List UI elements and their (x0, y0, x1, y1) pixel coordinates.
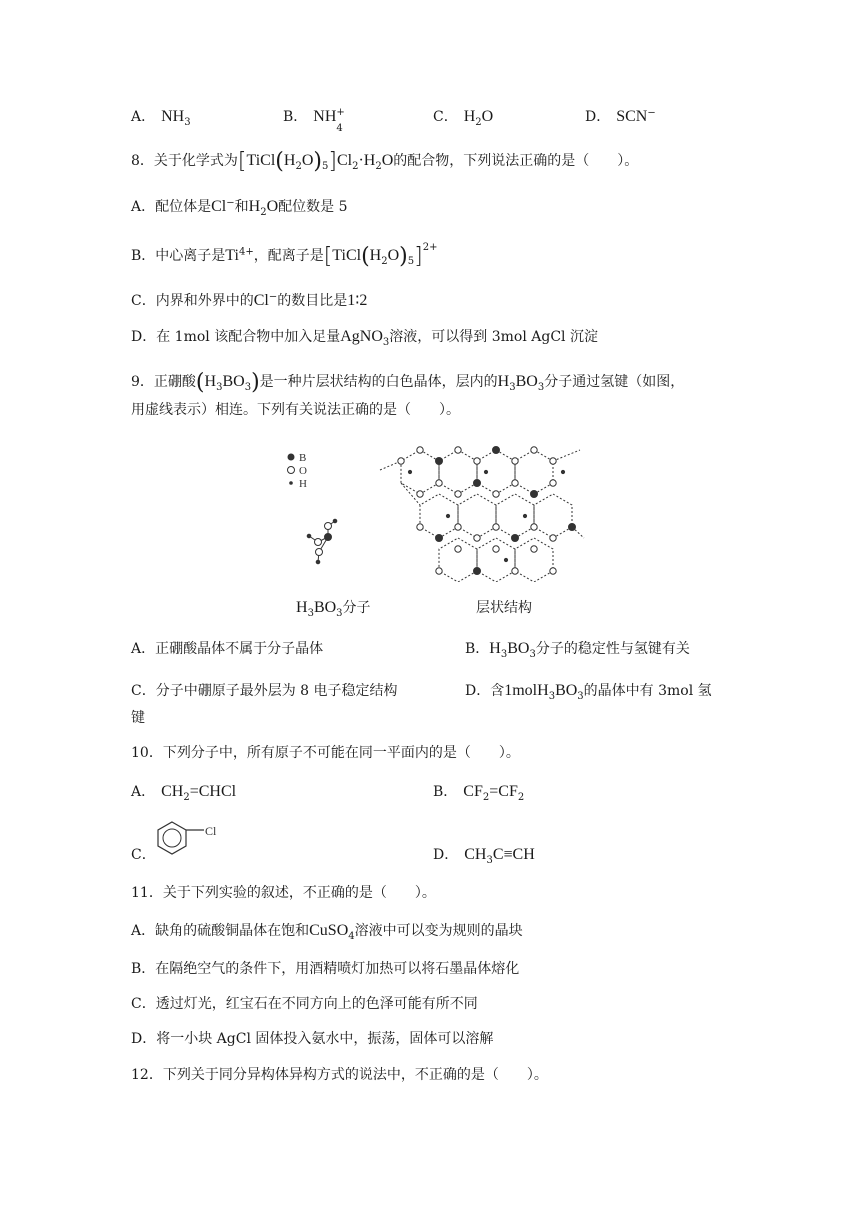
q9-option-d-continued: 键 (131, 710, 145, 726)
q11-option-c: C．透过灯光，红宝石在不同方向上的色泽可能有所不同 (131, 996, 478, 1012)
boron-legend-marker (288, 454, 295, 461)
legend-b: B (299, 452, 307, 464)
chlorine-label: Cl (205, 824, 217, 838)
boric-acid-figure (280, 430, 600, 582)
q10-option-c-label: C． (131, 847, 156, 863)
q11-option-a: A．缺角的硫酸铜晶体在饱和CuSO$_4$溶液中可以变为规则的晶块 (131, 922, 523, 942)
q8-stem: 8．关于化学式为$[TiCl(H_2O)_5]Cl_2\cdot H_2O$的配合物，下列说法正确的是（ ）。 (131, 149, 639, 174)
layer-atoms (398, 447, 576, 575)
hydrogen-legend-marker (289, 481, 293, 485)
q11-option-d: D．将一小块 AgCl 固体投入氨水中，振荡，固体可以溶解 (131, 1031, 494, 1047)
q7-option-d: D． SCN− (585, 107, 656, 125)
q11-stem: 11．关于下列实验的叙述，不正确的是（ ）。 (131, 885, 436, 901)
figure-caption-layer: 层状结构 (476, 600, 532, 616)
q7-option-a: A． $NH_3$ (131, 108, 191, 128)
q9-option-b: B．$H_3BO_3$分子的稳定性与氢键有关 (465, 640, 690, 660)
q8-option-a: A．配位体是Cl−和$H_2O$配位数是 5 (131, 197, 348, 218)
q9-option-c: C．分子中硼原子最外层为 8 电子稳定结构 (131, 683, 398, 699)
legend-o: O (299, 465, 307, 477)
q10-stem: 10．下列分子中，所有原子不可能在同一平面内的是（ ）。 (131, 745, 520, 761)
q9-option-d: D．含$1molH_3BO_3$的晶体中有 3mol 氢 (465, 682, 712, 702)
chlorobenzene-structure (152, 818, 232, 862)
q11-option-b: B．在隔绝空气的条件下，用酒精喷灯加热可以将石墨晶体熔化 (131, 961, 520, 977)
h3bo3-molecule-diagram (307, 519, 337, 564)
q10-option-d: D． $CH_3C\equiv CH$ (433, 846, 535, 866)
q9-stem-line1: 9．正硼酸$(H_3BO_3)$是一种片层状结构的白色晶体，层内的$H_3BO_3$分子通过氢键（如图， (131, 370, 685, 395)
q9-option-a: A．正硼酸晶体不属于分子晶体 (131, 641, 324, 657)
q7-option-c: C． $H_2O$ (433, 108, 494, 128)
q8-option-b: B．中心离子是$Ti^{4+}$，配离子是$[TiCl(H_2O)_5]^{2+}$ (131, 242, 438, 269)
layer-structure-diagram (380, 450, 584, 582)
q9-stem-line2: 用虚线表示）相连。下列有关说法正确的是（ ）。 (131, 402, 460, 418)
oxygen-legend-marker (288, 467, 295, 474)
formula: NH (161, 108, 185, 125)
q8-option-c: C．内界和外界中的Cl−的数目比是1∶2 (131, 291, 368, 309)
figure-legend (288, 452, 308, 490)
legend-h: H (299, 478, 307, 490)
q7-option-b: B． NH + 4 (283, 107, 345, 134)
q8-option-d: D．在 1mol 该配合物中加入足量AgNO$_3$溶液，可以得到 3mol AgCl 沉淀 (131, 328, 598, 348)
formula: NH (313, 108, 337, 125)
q10-option-b: B． $CF_2=CF_2$ (433, 783, 525, 803)
figure-caption-molecule: $H_3BO_3$分子 (296, 599, 371, 619)
q10-option-a: A． $CH_2=CHCl$ (131, 783, 237, 803)
q12-stem: 12．下列关于同分异构体异构方式的说法中，不正确的是（ ）。 (131, 1067, 548, 1083)
